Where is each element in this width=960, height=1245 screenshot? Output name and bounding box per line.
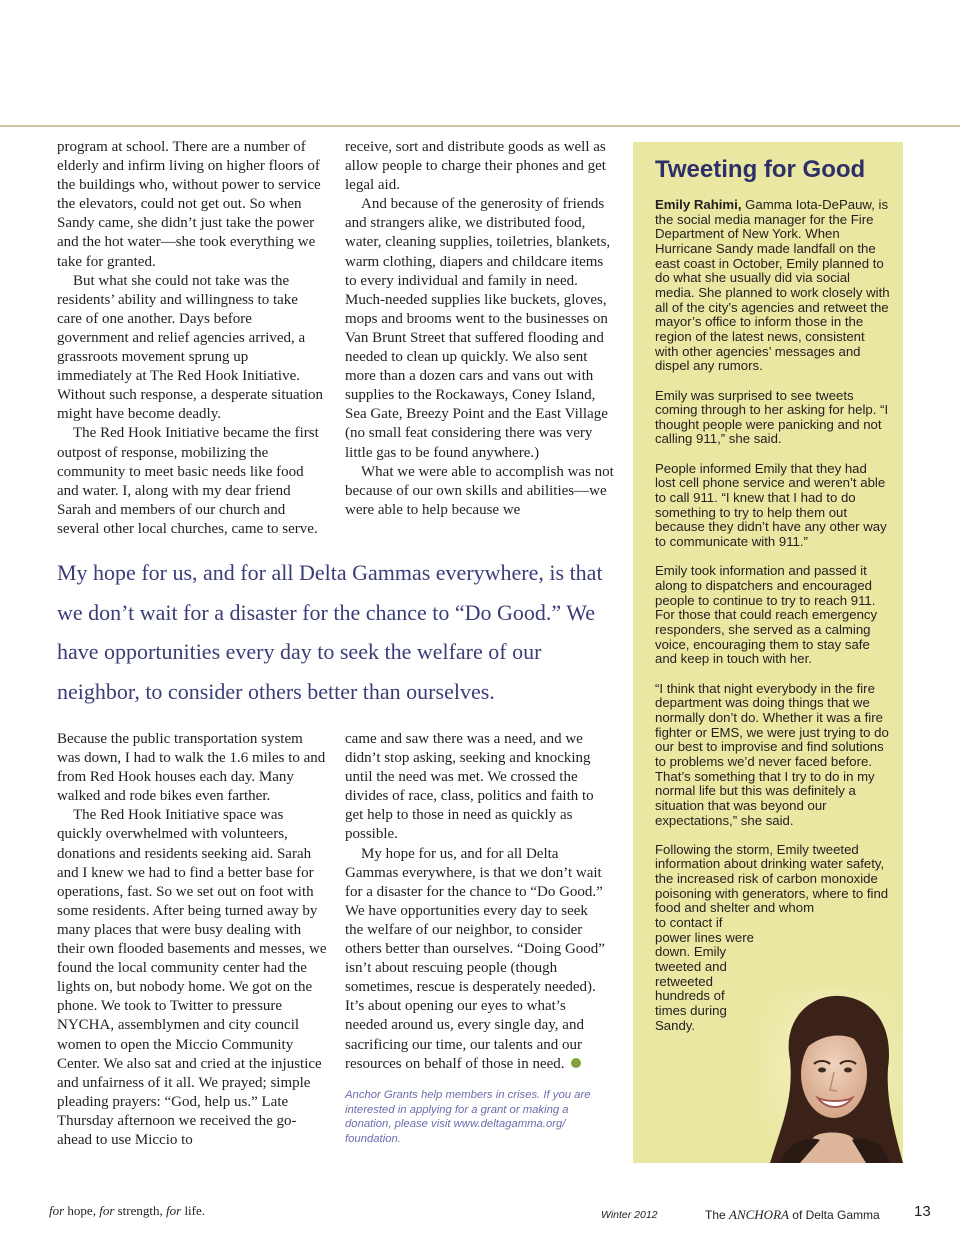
article-paragraph: came and saw there was a need, and we didn’t stop asking, seeking and knocking until the need was met. We crossed the divides of race, class, politics and faith to get help to those in need as quickly as possible. xyxy=(345,731,594,843)
sidebar-paragraph: Emily took information and passed it along to dispatchers and encouraged people to continue to try to reach 911. For those that could reach emergency responders, she served as a calming voice, encouraging them to stay safe and keep in touch with her. xyxy=(655,563,878,667)
sidebar-tweeting-for-good xyxy=(633,142,903,1163)
sidebar-title: Tweeting for Good xyxy=(655,156,866,183)
sidebar-paragraph xyxy=(655,198,891,374)
page-number: 13 xyxy=(914,1203,931,1220)
magazine-title-part: The xyxy=(705,1208,730,1222)
footer-issue-date: Winter 2012 xyxy=(601,1209,658,1221)
article-paragraph: The Red Hook Initiative became the first outpost of response, mobilizing the community to meet basic needs like food and water. I, along with my dear friend Sarah and members of our church and several other local churches, came to serve. xyxy=(57,425,319,537)
portrait-photo xyxy=(760,990,903,1163)
sidebar-paragraph: to contact if power lines were down. Emily tweeted and retweeted hundreds of times during Sandy. xyxy=(655,915,754,1033)
footer-magazine-title xyxy=(705,1207,880,1223)
magazine-title-part: of Delta Gamma xyxy=(788,1208,880,1222)
sidebar-name: Emily Rahimi, xyxy=(655,197,742,212)
header-rule xyxy=(0,125,960,127)
tagline-word: life. xyxy=(181,1203,206,1218)
sidebar-paragraph: Emily was surprised to see tweets coming through to her asking for help. “I thought people were panicking and not calling 911,” she said. xyxy=(655,387,889,447)
end-mark-icon xyxy=(571,1058,581,1068)
article-paragraph-final xyxy=(345,845,607,1074)
article-column-3 xyxy=(57,730,329,1150)
pull-quote: My hope for us, and for all Delta Gammas everywhere, is that we don’t wait for a disaster for the chance to “Do Good.” We have opportunities every day to seek the welfare of our neighbor, to consider others better than ourselves. xyxy=(57,560,603,705)
article-column-1 xyxy=(57,138,323,539)
article-paragraph: And because of the generosity of friends and strangers alike, we distributed food, water, cleaning supplies, toiletries, blankets, warm clothing, diapers and childcare items to every individual and family in need. Much-needed supplies like buckets, gloves, mops and brooms went to the businesses on Van Brunt Street that suffered flooding and needed to clean up quickly. We also sent more than a dozen cars and vans out with supplies to the Rockaways, Coney Island, Sea Gate, Breezy Point and the East Village (no small feat considering there was very little gas to be found anywhere.) xyxy=(345,196,611,461)
article-paragraph: But what she could not take was the residents’ ability and willingness to take care of one another. Days before government and relief agencies arrived, a grassroots movement sprung up immediately at The Red Hook Initiative. Without such response, a desperate situation might have become deadly. xyxy=(57,272,323,423)
magazine-title-anchora: ANCHORA xyxy=(729,1207,789,1222)
tagline-for: for xyxy=(166,1203,182,1218)
article-final-text: My hope for us, and for all Delta Gammas everywhere, is that we don’t wait for a disaster for the chance to “Do Good.” We have opportunities every day to seek the welfare of our neighbor, to consider others better than ourselves. “Doing Good” isn’t about rescuing people (though sometimes, rescue is desperately needed). It’s about opening our eyes to what’s needed around us, every single day, and sacrificing our time, our talents and our resources on behalf of those in need. xyxy=(345,845,605,1072)
article-paragraph: Because the public transportation system was down, I had to walk the 1.6 miles to and from Red Hook houses each day. Many walked and rode bikes even farther. xyxy=(57,731,326,805)
sidebar-paragraph: Following the storm, Emily tweeted information about drinking water safety, the increased risk of carbon monoxide poisoning with generators, where to find food and shelter and whom xyxy=(655,841,889,916)
article-column-4 xyxy=(345,730,607,1074)
article-paragraph: What we were able to accomplish was not because of our own skills and abilities—we were able to help because we xyxy=(345,463,614,518)
sidebar-paragraph: People informed Emily that they had lost cell phone service and weren’t able to call 911. “I knew that I had to do something to try to help them out because they didn’t have any other way to communicate with 911.” xyxy=(655,460,887,550)
tagline-for: for xyxy=(99,1203,115,1218)
tagline-word: hope, xyxy=(64,1203,100,1218)
tagline-word: strength, xyxy=(114,1203,167,1218)
tagline-for: for xyxy=(49,1203,65,1218)
sidebar-paragraph: “I think that night everybody in the fire department was doing things that we normally don’t do. Whether it was a fire fighter or EMS, we were just trying to do our best to improvise and find solutions to problems we’d never faced before. That’s something that I try to do in my normal life but this was definitely a situation that was beyond our expectations,” she said. xyxy=(655,680,889,828)
sidebar-body xyxy=(655,198,891,1048)
article-column-2 xyxy=(345,138,615,520)
article-paragraph: program at school. There are a number of elderly and infirm living on higher floors of the buildings who, without power to service the elevators, could not get out. So when Sandy came, she didn’t just take the power and the hot water—she took everything we take for granted. xyxy=(57,139,321,270)
article-paragraph: The Red Hook Initiative space was quickly overwhelmed with volunteers, donations and residents seeking aid. Sarah and I knew we had to find a better base for operations, fast. So we set out on foot with some residents. After being turned away by many places that were busy dealing with their own flooded basements and messes, we found the local community center had the lights on, but nobody home. We got on the phone. We took to Twitter to pressure NYCHA, assemblymen and city council women to open the Miccio Community Center. We also sat and cried at the injustice and unfairness of it all. We prayed; simple pleading prayers: “God, help us.” Late Thursday afternoon we received the go-ahead to use Miccio to xyxy=(57,807,327,1148)
article-paragraph: receive, sort and distribute goods as well as allow people to charge their phones and get legal aid. xyxy=(345,139,606,194)
sidebar-paragraph-text: Gamma Iota-DePauw, is the social media manager for the Fire Department of New York. When Hurricane Sandy made landfall on the east coast in October, Emily planned to do what she usually did via social media. She planned to work closely with all of the city’s agencies and retweet the mayor’s office to inform those in the region of the latest news, consistent with other agencies’ messages and dispel any rumors. xyxy=(655,197,890,374)
footer-tagline xyxy=(49,1203,205,1219)
anchor-grants-note: Anchor Grants help members in crises. If you are interested in applying for a grant or making a donation, please visit www.deltagamma.org/ foundation. xyxy=(345,1089,591,1146)
